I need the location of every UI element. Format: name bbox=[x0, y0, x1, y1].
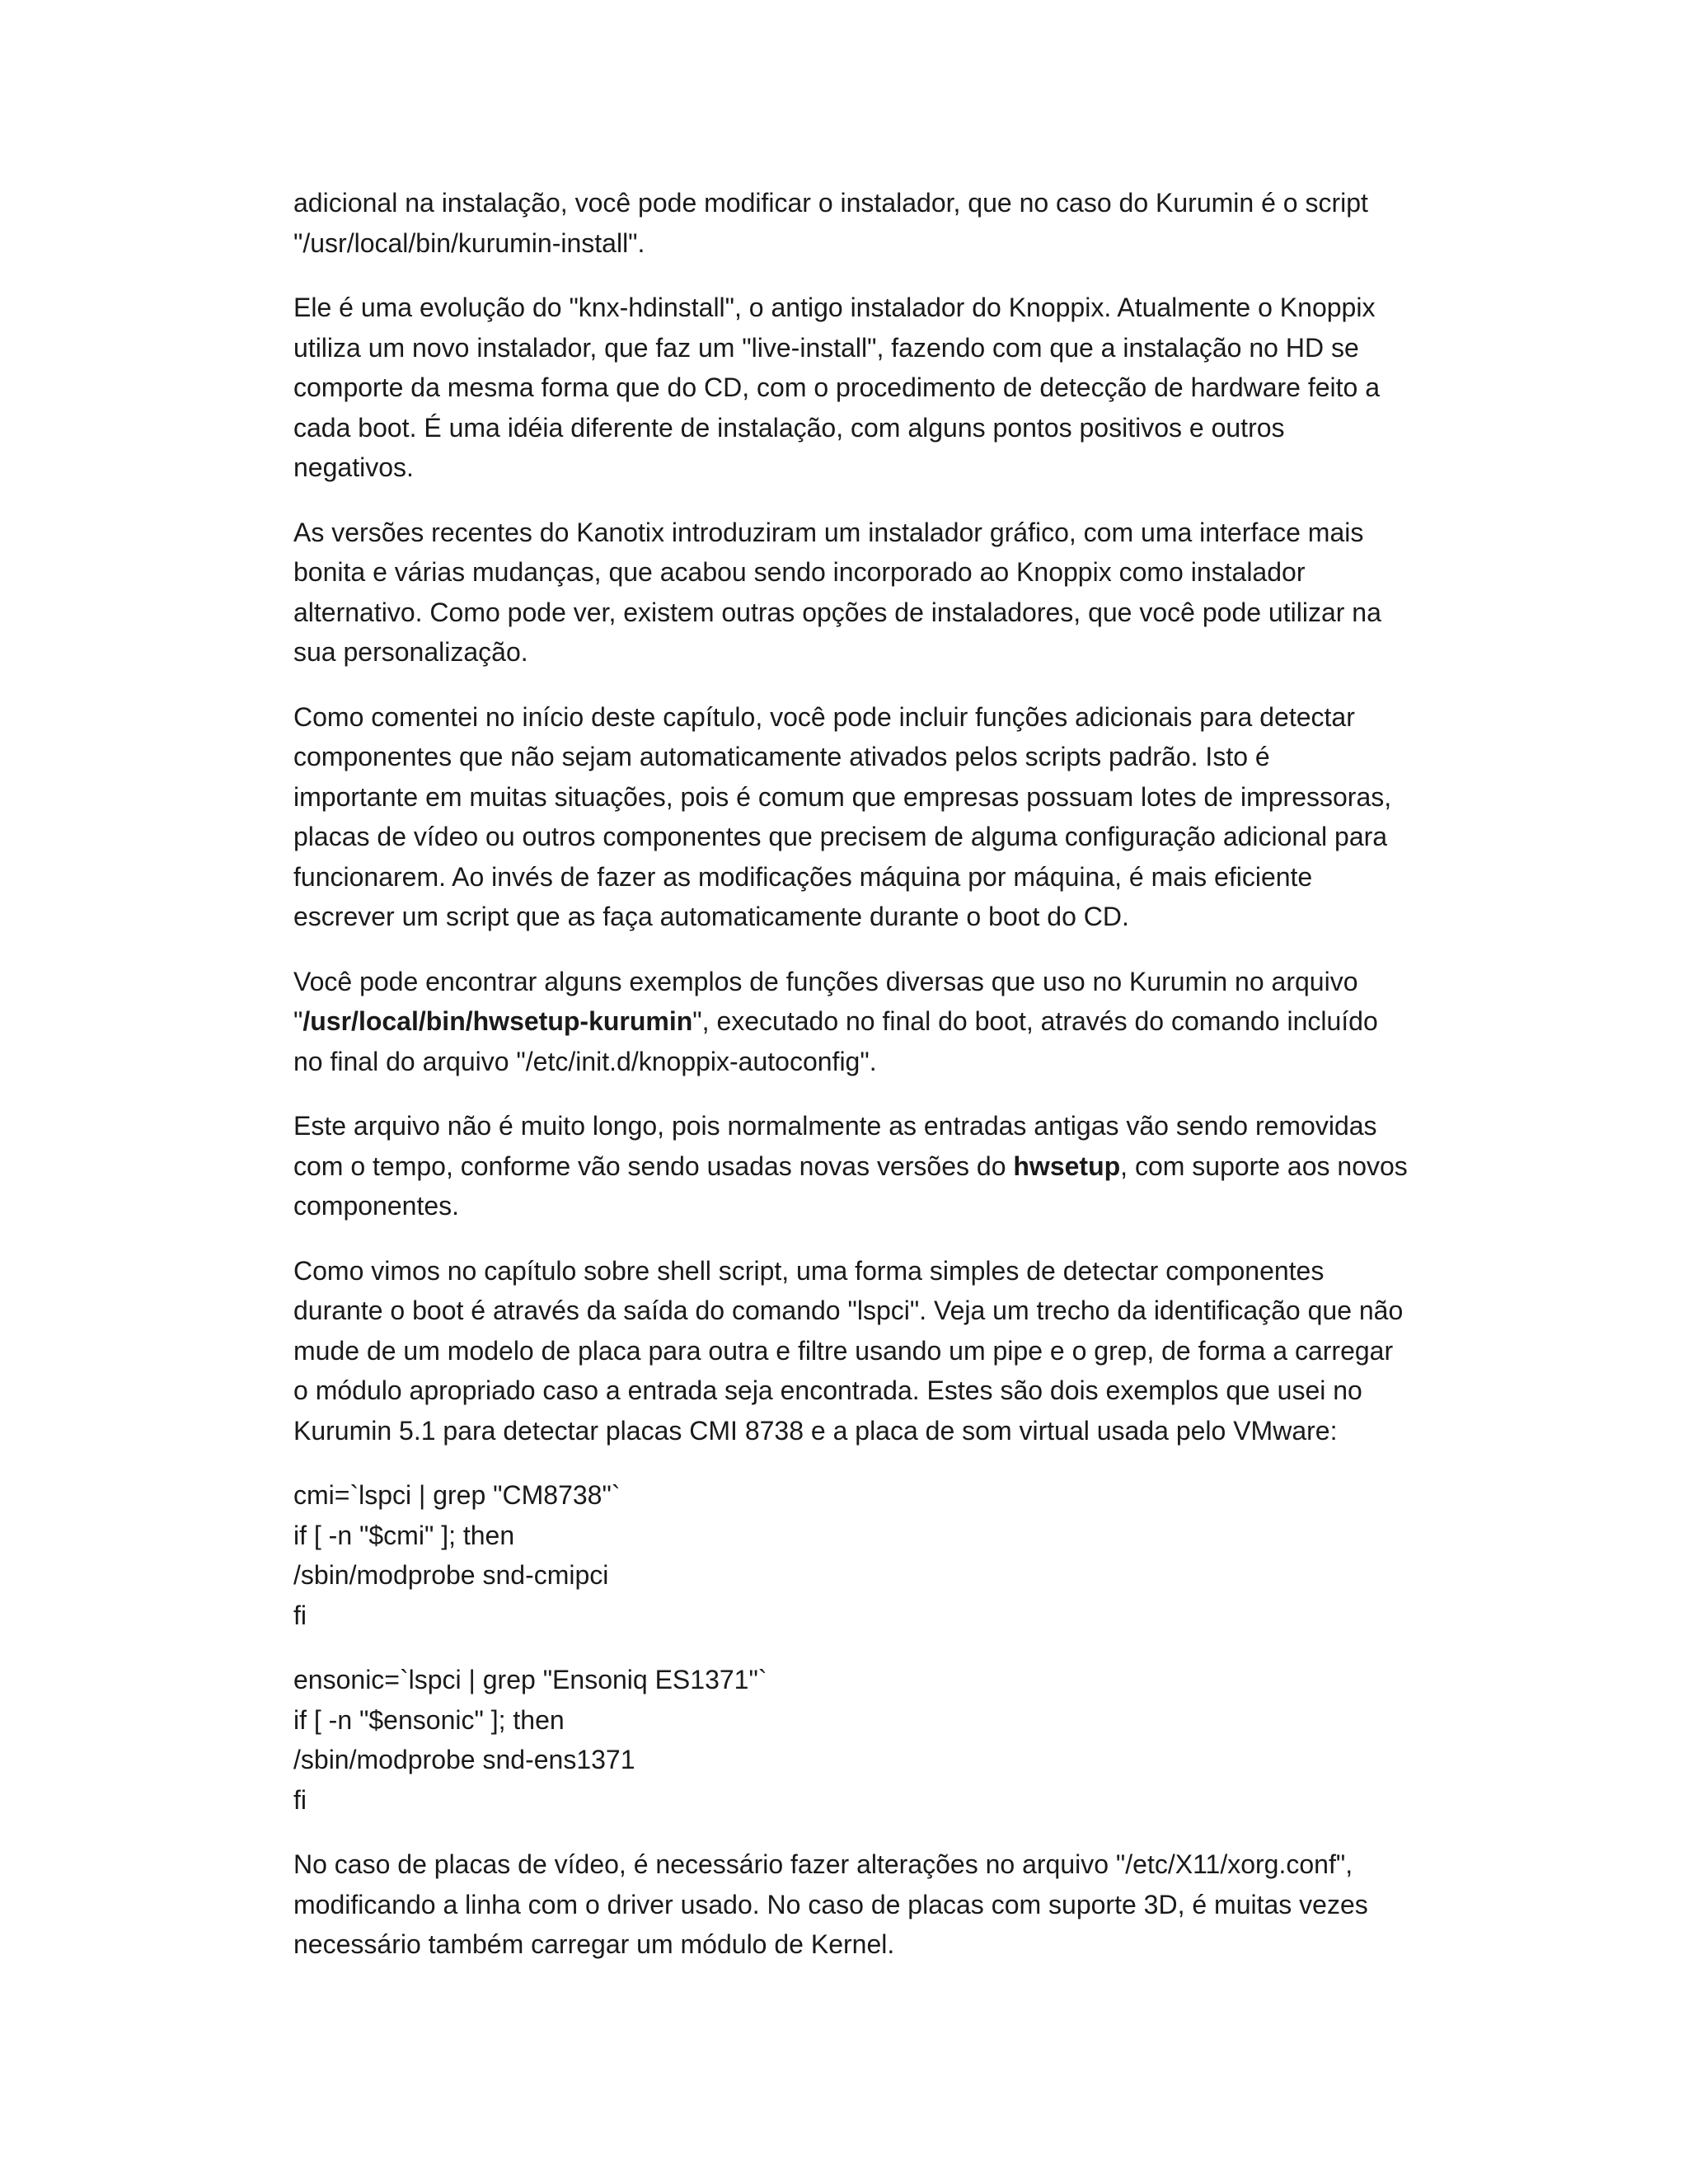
text-line: importante em muitas situações, pois é comum que empresas possuam lotes de impressoras, bbox=[293, 781, 1392, 812]
code-line: ensonic=`lspci | grep "Ensoniq ES1371"` bbox=[293, 1665, 767, 1694]
text-line: escrever um script que as faça automaticamente durante o boot do CD. bbox=[293, 902, 1129, 931]
code-line: fi bbox=[293, 1784, 307, 1815]
text-line: Kurumin 5.1 para detectar placas CMI 8738 e a placa de som virtual usada pelo VMware: bbox=[293, 1415, 1338, 1446]
text-line: Você pode encontrar alguns exemplos de funções diversas que uso no Kurumin no arquivo bbox=[293, 966, 1358, 996]
text-line: modificando a linha com o driver usado. No caso de placas com suporte 3D, é muitas vezes bbox=[293, 1889, 1368, 1919]
text-line: "/usr/local/bin/kurumin-install". bbox=[293, 227, 645, 258]
code-block-ensonic bbox=[293, 1660, 1406, 1820]
paragraph-detect-functions bbox=[293, 697, 1406, 937]
text-line: No caso de placas de vídeo, é necessário fazer alterações no arquivo "/etc/X11/xorg.conf", bbox=[293, 1849, 1353, 1879]
text-line: funcionarem. Ao invés de fazer as modificações máquina por máquina, é mais eficiente bbox=[293, 861, 1313, 892]
text-line: alternativo. Como pode ver, existem outras opções de instaladores, que você pode utilizar na bbox=[293, 597, 1381, 627]
code-line: fi bbox=[293, 1600, 307, 1630]
text-line: necessário também carregar um módulo de Kernel. bbox=[293, 1929, 895, 1959]
text-line: As versões recentes do Kanotix introduziram um instalador gráfico, com uma interface mais bbox=[293, 517, 1364, 547]
code-line: if [ -n "$cmi" ]; then bbox=[293, 1520, 515, 1550]
code-block-cmi bbox=[293, 1475, 1406, 1635]
code-line: /sbin/modprobe snd-cmipci bbox=[293, 1560, 609, 1590]
text-line: Ele é uma evolução do "knx-hdinstall", o antigo instalador do Knoppix. Atualmente o Knoppix bbox=[293, 293, 1376, 322]
text-line: sua personalização. bbox=[293, 637, 528, 667]
text-run: " bbox=[293, 1006, 303, 1036]
text-run: , com suporte aos novos bbox=[1120, 1151, 1408, 1181]
paragraph-video-cards bbox=[293, 1844, 1406, 1965]
text-line bbox=[293, 1146, 1406, 1187]
paragraph-file-size bbox=[293, 1106, 1406, 1226]
text-line: mude de um modelo de placa para outra e filtre usando um pipe e o grep, de forma a carregar bbox=[293, 1335, 1394, 1366]
text-line: adicional na instalação, você pode modificar o instalador, que no caso do Kurumin é o script bbox=[293, 188, 1368, 218]
paragraph-installer-intro bbox=[293, 183, 1406, 263]
text-line: Como vimos no capítulo sobre shell script, uma forma simples de detectar componentes bbox=[293, 1255, 1325, 1286]
document-body bbox=[293, 183, 1406, 1990]
text-line: no final do arquivo "/etc/init.d/knoppix-autoconfig". bbox=[293, 1046, 877, 1076]
text-line: componentes que não sejam automaticamente ativados pelos scripts padrão. Isto é bbox=[293, 742, 1270, 771]
bold-term-hwsetup: hwsetup bbox=[1013, 1151, 1121, 1181]
paragraph-kanotix bbox=[293, 513, 1406, 673]
text-line: Como comentei no início deste capítulo, você pode incluir funções adicionais para detectar bbox=[293, 701, 1355, 732]
text-run: com o tempo, conforme vão sendo usadas novas versões do bbox=[293, 1151, 1014, 1181]
text-line: Este arquivo não é muito longo, pois normalmente as entradas antigas vão sendo removidas bbox=[293, 1111, 1377, 1141]
code-line: /sbin/modprobe snd-ens1371 bbox=[293, 1745, 635, 1774]
text-line: cada boot. É uma idéia diferente de instalação, com alguns pontos positivos e outros bbox=[293, 412, 1285, 443]
text-line bbox=[293, 1001, 1406, 1042]
bold-file-path: /usr/local/bin/hwsetup-kurumin bbox=[302, 1006, 693, 1036]
text-run: ", executado no final do boot, através do comando incluído bbox=[692, 1006, 1378, 1036]
text-line: comporte da mesma forma que do CD, com o procedimento de detecção de hardware feito a bbox=[293, 373, 1381, 402]
paragraph-knx-hdinstall bbox=[293, 288, 1406, 488]
text-line: componentes. bbox=[293, 1191, 460, 1221]
text-line: utiliza um novo instalador, que faz um "live-install", fazendo com que a instalação no HD se bbox=[293, 332, 1359, 363]
text-line: negativos. bbox=[293, 452, 414, 482]
text-line: durante o boot é através da saída do comando "lspci". Veja um trecho da identificação que não bbox=[293, 1296, 1404, 1325]
text-line: o módulo apropriado caso a entrada seja encontrada. Estes são dois exemplos que usei no bbox=[293, 1376, 1362, 1405]
code-line: if [ -n "$ensonic" ]; then bbox=[293, 1704, 565, 1735]
paragraph-lspci bbox=[293, 1251, 1406, 1451]
text-line: bonita e várias mudanças, que acabou sendo incorporado ao Knoppix como instalador bbox=[293, 557, 1306, 587]
text-line: placas de vídeo ou outros componentes que precisem de alguma configuração adicional para bbox=[293, 822, 1388, 851]
paragraph-hwsetup-kurumin bbox=[293, 962, 1406, 1082]
code-line: cmi=`lspci | grep "CM8738"` bbox=[293, 1480, 621, 1510]
